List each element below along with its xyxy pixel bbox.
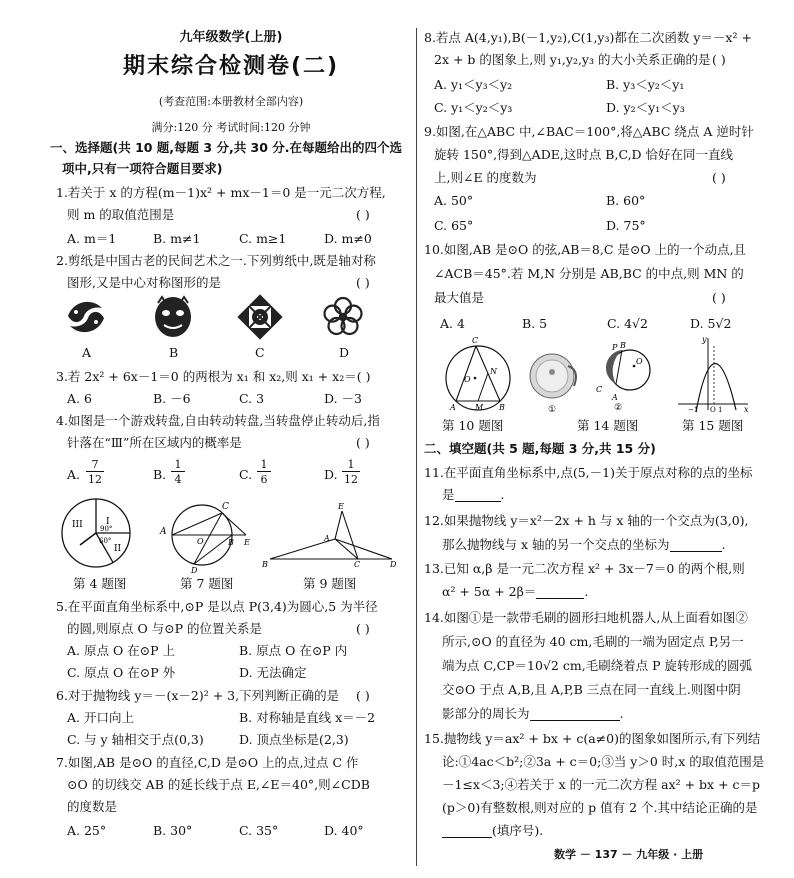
q9-answer-paren: ( ) bbox=[712, 170, 726, 185]
q9-stem: 9.如图,在△ABC 中,∠BAC＝100°,将△ABC 绕点 A 逆时针 bbox=[424, 124, 754, 139]
q7-circle-figure bbox=[158, 497, 250, 575]
q15-stem: 15.抛物线 y＝ax² + bx + c(a≠0)的图象如图所示,有下列结 bbox=[424, 731, 761, 746]
svg-text:A: A bbox=[612, 393, 618, 402]
fig14-caption: 第 14 题图 bbox=[577, 418, 639, 433]
svg-text:①: ① bbox=[548, 405, 557, 415]
q5-stem: 5.在平面直角坐标系中,⊙P 是以点 P(3,4)为圆心,5 为半径 bbox=[56, 599, 378, 614]
papercut-a-fish-icon bbox=[64, 296, 108, 338]
q4-stem-cont: 针落在“Ⅲ”所在区域内的概率是 bbox=[67, 435, 242, 450]
svg-text:B: B bbox=[262, 560, 268, 569]
q10-option-c: C. 4√2 bbox=[607, 316, 648, 331]
q1-stem-cont: 则 m 的取值范围是 bbox=[67, 207, 175, 222]
q4-option-c-letter: C. bbox=[239, 467, 253, 482]
q12-answer-blank bbox=[670, 539, 722, 552]
q14-stem-cont3: 交⊙O 于点 A,B,且 A,P,B 三点在同一直线上.则图中阴 bbox=[442, 682, 741, 697]
q2-stem-cont: 图形,又是中心对称图形的是 bbox=[67, 275, 221, 290]
svg-text:x: x bbox=[744, 405, 749, 414]
q4-stem: 4.如图是一个游戏转盘,自由转动转盘,当转盘停止转动后,指 bbox=[56, 413, 380, 428]
q3-option-c: C. 3 bbox=[239, 391, 265, 406]
q7-option-d: D. 40° bbox=[324, 823, 364, 838]
q6-option-b: B. 对称轴是直线 x＝－2 bbox=[239, 710, 376, 725]
q7-stem-cont2: 的度数是 bbox=[67, 799, 118, 814]
svg-text:1: 1 bbox=[718, 406, 723, 414]
q14-answer-blank bbox=[530, 708, 620, 721]
exam-scope: (考查范围:本册教材全部内容) bbox=[158, 95, 304, 108]
svg-text:I: I bbox=[106, 517, 110, 527]
q4-option-b-denominator: 4 bbox=[174, 473, 182, 486]
fig10-caption: 第 10 题图 bbox=[442, 418, 504, 433]
q7-option-c: C. 35° bbox=[239, 823, 279, 838]
q3-option-b: B. －6 bbox=[153, 391, 191, 406]
q15-answer-blank bbox=[442, 825, 492, 838]
q1-stem: 1.若关于 x 的方程(m－1)x² + mx－1＝0 是一元二次方程, bbox=[56, 185, 386, 200]
svg-text:O: O bbox=[636, 357, 643, 366]
papercut-c-lattice-icon bbox=[238, 295, 282, 339]
q12-stem-cont: 那么抛物线与 x 轴的另一个交点的坐标为 . bbox=[442, 537, 726, 552]
q10-option-b: B. 5 bbox=[522, 316, 548, 331]
q7-stem: 7.如图,AB 是⊙O 的直径,C,D 是⊙O 上的点,过点 C 作 bbox=[56, 755, 359, 770]
q7-option-b: B. 30° bbox=[153, 823, 193, 838]
q1-option-a: A. m＝1 bbox=[67, 231, 117, 246]
q9-stem-cont: 旋转 150°,得到△ADE,这时点 B,C,D 恰好在同一直线 bbox=[434, 147, 734, 162]
svg-text:D: D bbox=[390, 560, 397, 569]
q8-answer-paren: ( ) bbox=[712, 52, 726, 67]
q15-stem-cont2: －1≤x＜3;④若关于 x 的一元二次方程 ax² + bx + c＝p bbox=[442, 777, 761, 792]
q14-stem: 14.如图①是一款带毛刷的圆形扫地机器人,从上面看如图② bbox=[424, 610, 748, 625]
section1-heading-cont: 项中,只有一项符合题目要求) bbox=[62, 161, 223, 176]
q10-option-a: A. 4 bbox=[440, 316, 465, 331]
svg-text:A: A bbox=[160, 527, 167, 537]
fig9-caption: 第 9 题图 bbox=[303, 576, 357, 591]
q8-option-a: A. y₁＜y₃＜y₂ bbox=[434, 77, 513, 92]
subject-header: 九年级数学(上册) bbox=[179, 30, 283, 45]
q5-option-d: D. 无法确定 bbox=[239, 665, 307, 680]
q6-option-d: D. 顶点坐标是(2,3) bbox=[239, 732, 349, 747]
q4-option-b-numerator: 1 bbox=[171, 458, 185, 472]
q2-option-d-label: D bbox=[339, 345, 350, 360]
q14-stem-cont2: 端为点 C,CP＝10√2 cm,毛刷绕着点 P 旋转形成的圆弧 bbox=[442, 658, 753, 673]
section2-heading: 二、填空题(共 5 题,每题 3 分,共 15 分) bbox=[424, 441, 656, 456]
q4-option-a-letter: A. bbox=[67, 467, 81, 482]
q6-stem: 6.对于抛物线 y＝－(x－2)² + 3,下列判断正确的是 bbox=[56, 688, 340, 703]
q4-option-c-denominator: 6 bbox=[260, 473, 268, 486]
svg-text:B: B bbox=[499, 403, 505, 412]
q4-option-d-numerator: 1 bbox=[342, 458, 360, 472]
svg-text:C: C bbox=[354, 560, 361, 569]
q4-option-b-letter: B. bbox=[153, 467, 167, 482]
q9-stem-cont2: 上,则∠E 的度数为 bbox=[434, 170, 537, 185]
q5-stem-cont: 的圆,则原点 O 与⊙P 的位置关系是 bbox=[67, 621, 263, 636]
svg-text:M: M bbox=[475, 403, 484, 412]
spinner-figure bbox=[60, 497, 132, 569]
svg-text:O: O bbox=[197, 537, 204, 546]
q4-option-d-letter: D. bbox=[324, 467, 338, 482]
exam-meta: 满分:120 分 考试时间:120 分钟 bbox=[151, 121, 311, 134]
q2-option-b-label: B bbox=[169, 345, 179, 360]
q1-option-c: C. m≥1 bbox=[239, 231, 287, 246]
q4-option-d-denominator: 12 bbox=[344, 473, 358, 486]
svg-text:A: A bbox=[450, 403, 456, 412]
svg-text:60°: 60° bbox=[99, 537, 112, 545]
q7-option-a: A. 25° bbox=[67, 823, 107, 838]
q4-option-a-numerator: 7 bbox=[86, 458, 104, 472]
q15-stem-cont: 论:①4ac＜b²;②3a + c＝0;③当 y＞0 时,x 的取值范围是 bbox=[442, 754, 765, 769]
q6-option-c: C. 与 y 轴相交于点(0,3) bbox=[67, 732, 204, 747]
svg-text:②: ② bbox=[614, 403, 623, 413]
q1-option-b: B. m≠1 bbox=[153, 231, 201, 246]
q10-option-d: D. 5√2 bbox=[690, 316, 732, 331]
q2-option-a-label: A bbox=[82, 345, 92, 360]
svg-text:A: A bbox=[324, 534, 330, 543]
q5-option-b: B. 原点 O 在⊙P 内 bbox=[239, 643, 348, 658]
svg-text:90°: 90° bbox=[100, 525, 113, 533]
q14-stem-cont: 所示,⊙O 的直径为 40 cm,毛刷的一端为固定点 P,另一 bbox=[442, 634, 744, 649]
q10-stem: 10.如图,AB 是⊙O 的弦,AB＝8,C 是⊙O 上的一个动点,且 bbox=[424, 242, 747, 257]
q1-option-d: D. m≠0 bbox=[324, 231, 372, 246]
q13-stem: 13.已知 α,β 是一元二次方程 x² + 3x－7＝0 的两个根,则 bbox=[424, 561, 745, 576]
svg-text:C: C bbox=[472, 336, 479, 345]
svg-text:O: O bbox=[464, 375, 471, 384]
q7-stem-cont: ⊙O 的切线交 AB 的延长线于点 E,∠E＝40°,则∠CDB bbox=[67, 777, 370, 792]
q4-option-c-numerator: 1 bbox=[257, 458, 271, 472]
q9-option-b: B. 60° bbox=[606, 193, 646, 208]
q15-stem-cont4: (填序号). bbox=[442, 823, 543, 838]
q10-stem-cont2: 最大值是 bbox=[434, 290, 485, 305]
svg-text:C: C bbox=[222, 502, 229, 512]
q2-stem: 2.剪纸是中国古老的民间艺术之一.下列剪纸中,既是轴对称 bbox=[56, 253, 376, 268]
svg-text:C: C bbox=[596, 385, 603, 394]
q15-parabola-figure bbox=[674, 336, 750, 412]
q5-answer-paren: ( ) bbox=[356, 621, 370, 636]
robot-vacuum-photo bbox=[528, 350, 584, 415]
q11-stem: 11.在平面直角坐标系中,点(5,－1)关于原点对称的点的坐标 bbox=[424, 465, 753, 480]
page-title: 期末综合检测卷(二) bbox=[122, 54, 340, 79]
q2-option-c-label: C bbox=[255, 345, 265, 360]
q3-option-a: A. 6 bbox=[67, 391, 92, 406]
q10-answer-paren: ( ) bbox=[712, 290, 726, 305]
papercut-b-mask-icon bbox=[152, 295, 194, 339]
q13-answer-blank bbox=[536, 586, 584, 599]
q4-answer-paren: ( ) bbox=[356, 435, 370, 450]
section1-heading: 一、选择题(共 10 题,每题 3 分,共 30 分.在每题给出的四个选 bbox=[50, 140, 403, 155]
q13-stem-cont: α² + 5α + 2β＝ . bbox=[442, 584, 589, 599]
q9-triangle-figure bbox=[262, 502, 398, 569]
svg-text:O: O bbox=[710, 406, 716, 414]
svg-text:N: N bbox=[490, 367, 497, 376]
q4-option-a-denominator: 12 bbox=[88, 473, 102, 486]
q8-option-d: D. y₂＜y₁＜y₃ bbox=[606, 100, 685, 115]
q11-answer-blank bbox=[455, 489, 501, 502]
q1-answer-paren: ( ) bbox=[356, 207, 370, 222]
papercut-d-flower-icon bbox=[323, 297, 363, 337]
fig4-caption: 第 4 题图 bbox=[73, 576, 127, 591]
svg-text:−1: −1 bbox=[688, 406, 699, 414]
q2-answer-paren: ( ) bbox=[356, 275, 370, 290]
q5-option-a: A. 原点 O 在⊙P 上 bbox=[67, 643, 176, 658]
q9-option-d: D. 75° bbox=[606, 218, 646, 233]
fig15-caption: 第 15 题图 bbox=[682, 418, 744, 433]
q15-stem-cont3: (p＞0)有整数根,则对应的 p 值有 2 个.其中结论正确的是 bbox=[442, 800, 758, 815]
q11-stem-cont: 是 . bbox=[442, 487, 505, 502]
q8-option-c: C. y₁＜y₂＜y₃ bbox=[434, 100, 513, 115]
q6-option-a: A. 开口向上 bbox=[67, 710, 134, 725]
q3-option-d: D. －3 bbox=[324, 391, 362, 406]
svg-text:y: y bbox=[702, 335, 707, 344]
svg-text:D: D bbox=[191, 566, 198, 575]
q9-option-a: A. 50° bbox=[434, 193, 474, 208]
q3-stem: 3.若 2x² + 6x－1＝0 的两根为 x₁ 和 x₂,则 x₁ + x₂＝( ) bbox=[56, 369, 371, 384]
q8-stem-cont: 2x + b 的图象上,则 y₁,y₂,y₃ 的大小关系正确的是 bbox=[434, 52, 711, 67]
q9-option-c: C. 65° bbox=[434, 218, 474, 233]
svg-text:III: III bbox=[72, 520, 83, 530]
svg-text:II: II bbox=[114, 544, 122, 554]
q5-option-c: C. 原点 O 在⊙P 外 bbox=[67, 665, 176, 680]
q8-stem: 8.若点 A(4,y₁),B(－1,y₂),C(1,y₃)都在二次函数 y＝－x² + bbox=[424, 30, 752, 45]
column-divider bbox=[416, 28, 417, 866]
svg-text:E: E bbox=[338, 502, 344, 511]
q12-stem: 12.如果抛物线 y＝x²－2x + h 与 x 轴的一个交点为(3,0), bbox=[424, 513, 749, 528]
q10-circle-figure bbox=[442, 336, 514, 416]
svg-text:P: P bbox=[612, 343, 618, 352]
q6-answer-paren: ( ) bbox=[356, 688, 370, 703]
svg-text:E: E bbox=[244, 538, 250, 547]
fig7-caption: 第 7 题图 bbox=[180, 576, 234, 591]
q14-stem-cont4: 影部分的周长为 . bbox=[442, 706, 624, 721]
q8-option-b: B. y₃＜y₂＜y₁ bbox=[606, 77, 685, 92]
svg-text:B: B bbox=[228, 538, 234, 547]
svg-text:B: B bbox=[620, 341, 626, 350]
q14-circle-figure bbox=[590, 342, 652, 412]
q10-stem-cont: ∠ACB＝45°.若 M,N 分别是 AB,BC 的中点,则 MN 的 bbox=[434, 266, 744, 281]
page-footer: 数学 － 137 － 九年级 · 上册 bbox=[554, 848, 704, 861]
